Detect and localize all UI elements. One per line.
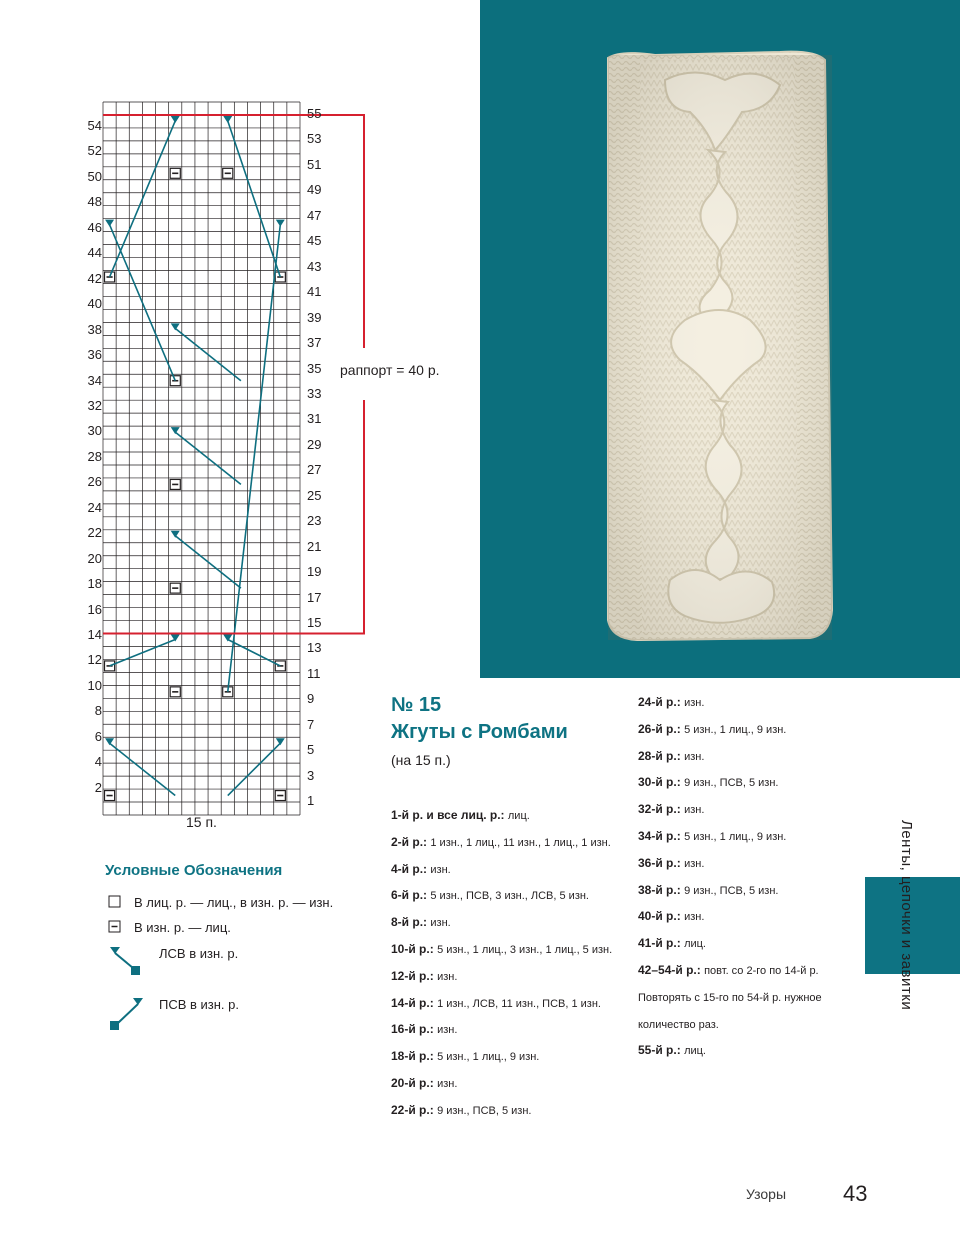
- instruction-row-label: 55-й р.:: [638, 1043, 685, 1058]
- instruction-row-label: 8-й р.:: [391, 915, 431, 930]
- instruction-text: количество раз.: [638, 1018, 719, 1031]
- row-number-left: 46: [87, 219, 102, 235]
- instruction-text: Повторять с 15-го по 54-й р. нужное: [638, 991, 822, 1004]
- row-number-right: 9: [307, 691, 315, 707]
- instruction-line: [391, 1022, 457, 1037]
- row-number-left: 28: [87, 448, 102, 464]
- instruction-line: [391, 996, 601, 1011]
- instruction-line: [391, 862, 451, 877]
- row-number-left: 32: [87, 397, 102, 413]
- row-number-right: 33: [307, 385, 322, 401]
- instruction-row-label: 41-й р.:: [638, 936, 685, 951]
- page-number: 43: [843, 1181, 868, 1206]
- instruction-text: 5 изн., 1 лиц., 9 изн.: [437, 1051, 540, 1064]
- row-number-right: 15: [307, 615, 322, 630]
- instruction-text: изн.: [684, 857, 705, 870]
- legend-item-3: ЛСВ в изн. р.: [159, 946, 239, 961]
- cable-arrow: [171, 323, 180, 330]
- row-number-right: 53: [307, 131, 322, 147]
- instruction-line: [638, 856, 704, 871]
- sample-photo: [480, 0, 960, 678]
- pattern-number: № 15: [391, 694, 442, 716]
- instruction-text: изн.: [684, 697, 705, 709]
- legend-item-4: ПСВ в изн. р.: [159, 997, 239, 1012]
- row-number-right: 37: [307, 335, 322, 351]
- instruction-text: изн.: [437, 970, 458, 983]
- legend-item-1: В лиц. р. — лиц., в изн. р. — изн.: [134, 895, 334, 910]
- instruction-row-label: 10-й р.:: [391, 942, 438, 956]
- row-number-left: 12: [87, 652, 102, 668]
- row-number-left: 38: [87, 321, 102, 337]
- instruction-line: [638, 749, 704, 764]
- row-number-right: 49: [307, 182, 322, 198]
- instruction-text: 5 изн., 1 лиц., 3 изн., 1 лиц., 5 изн.: [437, 944, 613, 956]
- instruction-line: [391, 808, 530, 823]
- row-number-left: 42: [87, 270, 102, 286]
- row-number-left: 40: [87, 296, 102, 312]
- cable-arrow: [276, 738, 285, 745]
- instruction-text: изн.: [430, 917, 451, 930]
- instruction-row-label: 18-й р.:: [391, 1049, 438, 1064]
- row-number-right: 27: [307, 462, 322, 478]
- row-number-right: 1: [307, 793, 315, 809]
- cable-line: [228, 121, 281, 277]
- row-number-right: 13: [307, 640, 322, 656]
- instruction-line: [391, 915, 451, 930]
- cable-arrow: [223, 116, 232, 123]
- instruction-line: [391, 888, 589, 903]
- knitted-swatch-illustration: [480, 0, 960, 678]
- row-number-right: 3: [307, 767, 315, 783]
- row-number-left: 14: [87, 627, 102, 642]
- row-number-left: 48: [87, 194, 102, 210]
- instruction-row-label: 32-й р.:: [638, 802, 685, 817]
- instruction-row-label: 38-й р.:: [638, 882, 685, 897]
- instruction-row-label: 30-й р.:: [638, 775, 685, 790]
- instruction-text: 5 изн., 1 лиц., 9 изн.: [684, 831, 787, 843]
- instruction-row-label: 20-й р.:: [391, 1076, 438, 1090]
- instruction-text: 1 изн., 1 лиц., 11 изн., 1 лиц., 1 изн.: [430, 836, 611, 849]
- instruction-text: повт. со 2-го по 14-й р.: [704, 965, 819, 977]
- legend-title: Условные Обозначения: [105, 862, 283, 879]
- row-number-right: 7: [307, 716, 315, 732]
- section-tab: [893, 820, 919, 1050]
- instruction-row-label: 22-й р.:: [391, 1102, 438, 1117]
- instruction-text: лиц.: [684, 938, 706, 951]
- left-cross-icon: [110, 947, 140, 975]
- row-number-left: 36: [87, 347, 102, 363]
- right-cross-icon: [110, 998, 143, 1030]
- pattern-subtitle: (на 15 п.): [391, 752, 451, 768]
- row-number-right: 23: [307, 513, 322, 529]
- row-number-right: 21: [307, 538, 322, 554]
- row-number-right: 35: [307, 360, 322, 376]
- instruction-text: 9 изн., ПСВ, 5 изн.: [684, 777, 779, 790]
- instruction-text: изн.: [684, 911, 705, 924]
- instruction-row-label: 28-й р.:: [638, 748, 685, 763]
- row-number-right: 41: [307, 284, 322, 300]
- instruction-text: 9 изн., ПСВ, 5 изн.: [437, 1104, 532, 1117]
- stitch-count-label: 15 п.: [186, 814, 217, 830]
- cable-arrow: [171, 116, 180, 123]
- instruction-line: [391, 1103, 531, 1118]
- cable-line: [228, 743, 281, 795]
- legend-symbols: [100, 890, 160, 1040]
- cable-line: [228, 640, 281, 666]
- row-number-left: 50: [87, 168, 102, 184]
- instruction-text: изн.: [437, 1078, 458, 1090]
- row-number-right: 31: [307, 411, 322, 427]
- instruction-text: изн.: [684, 750, 705, 763]
- instruction-row-label: 1-й р. и все лиц. р.:: [391, 808, 508, 822]
- instruction-text: изн.: [684, 804, 705, 817]
- instruction-line: [638, 909, 704, 924]
- row-number-left: 10: [87, 677, 102, 693]
- instruction-line: [638, 990, 822, 1005]
- instruction-row-label: 26-й р.:: [638, 721, 685, 736]
- instruction-line: [391, 969, 457, 984]
- row-number-left: 22: [87, 525, 102, 541]
- cable-line: [228, 225, 281, 692]
- instruction-row-label: 2-й р.:: [391, 834, 431, 849]
- row-number-right: 43: [307, 258, 322, 274]
- instruction-row-label: 36-й р.:: [638, 855, 685, 870]
- row-number-right: 39: [307, 309, 322, 325]
- instruction-line: [391, 835, 611, 850]
- instruction-line: [638, 722, 786, 737]
- row-number-right: 5: [307, 742, 315, 758]
- row-number-right: 11: [307, 665, 321, 681]
- cable-arrow: [171, 531, 180, 538]
- row-number-left: 26: [87, 474, 102, 490]
- instruction-line: [638, 1043, 706, 1058]
- instruction-line: [638, 936, 706, 951]
- instruction-line: [638, 883, 778, 898]
- instruction-text: лиц.: [507, 810, 530, 822]
- row-number-left: 20: [87, 550, 102, 566]
- row-number-right: 19: [307, 564, 322, 580]
- instruction-row-label: 6-й р.:: [391, 888, 431, 903]
- instruction-row-label: 16-й р.:: [391, 1022, 438, 1037]
- minus-square-icon: [109, 921, 120, 932]
- instruction-line: [638, 963, 819, 978]
- row-number-left: 6: [94, 728, 102, 744]
- instruction-line: [391, 1076, 457, 1091]
- footer-section: Узоры: [746, 1186, 787, 1202]
- cable-arrow: [105, 220, 114, 227]
- instruction-text: 5 изн., 1 лиц., 9 изн.: [684, 723, 787, 736]
- instruction-row-label: 4-й р.:: [391, 861, 431, 876]
- instruction-row-label: 40-й р.:: [638, 909, 685, 924]
- instruction-line: [638, 775, 778, 790]
- row-number-left: 18: [87, 576, 102, 592]
- instruction-text: лиц.: [684, 1045, 706, 1058]
- row-number-left: 30: [87, 423, 102, 439]
- blank-square-icon: [109, 896, 120, 907]
- row-number-left: 52: [87, 143, 102, 159]
- instruction-row-label: 12-й р.:: [391, 968, 438, 983]
- row-number-left: 2: [94, 779, 102, 795]
- row-number-left: 34: [87, 372, 102, 388]
- instruction-text: 9 изн., ПСВ, 5 изн.: [684, 884, 779, 897]
- row-number-left: 24: [87, 499, 102, 515]
- row-number-right: 51: [307, 156, 322, 172]
- cable-arrow: [171, 427, 180, 434]
- row-number-left: 16: [87, 601, 102, 617]
- instruction-row-label: 34-й р.:: [638, 829, 685, 843]
- instruction-line: [638, 695, 704, 710]
- instruction-text: 5 изн., ПСВ, 3 изн., ЛСВ, 5 изн.: [430, 890, 589, 903]
- legend-item-2: В изн. р. — лиц.: [134, 920, 231, 935]
- cable-arrow: [105, 738, 114, 745]
- row-number-right: 25: [307, 487, 322, 503]
- instruction-text: 1 изн., ЛСВ, 11 изн., ПСВ, 1 изн.: [437, 997, 601, 1010]
- row-number-left: 4: [94, 754, 102, 770]
- row-number-left: 44: [87, 245, 102, 261]
- instruction-row-label: 24-й р.:: [638, 695, 685, 709]
- row-number-right: 47: [307, 207, 322, 223]
- instruction-line: [391, 1049, 539, 1064]
- cable-arrow: [276, 220, 285, 227]
- row-number-right: 55: [307, 106, 322, 121]
- row-number-right: 29: [307, 436, 322, 452]
- pattern-name: Жгуты с Ромбами: [391, 721, 568, 743]
- instruction-row-label: 42–54-й р.:: [638, 963, 705, 977]
- row-number-right: 17: [307, 589, 322, 605]
- row-number-right: 45: [307, 233, 322, 249]
- instruction-line: [638, 829, 786, 844]
- row-number-left: 8: [94, 703, 102, 719]
- instruction-line: [638, 1017, 719, 1032]
- row-number-left: 54: [87, 118, 102, 133]
- instruction-text: изн.: [430, 863, 451, 876]
- instruction-text: изн.: [437, 1024, 458, 1037]
- instruction-line: [638, 802, 704, 817]
- section-tab-label: Ленты, цепочки и завитки: [898, 820, 915, 1011]
- repeat-label: раппорт = 40 р.: [340, 362, 440, 378]
- instruction-line: [391, 942, 612, 957]
- instruction-row-label: 14-й р.:: [391, 995, 438, 1010]
